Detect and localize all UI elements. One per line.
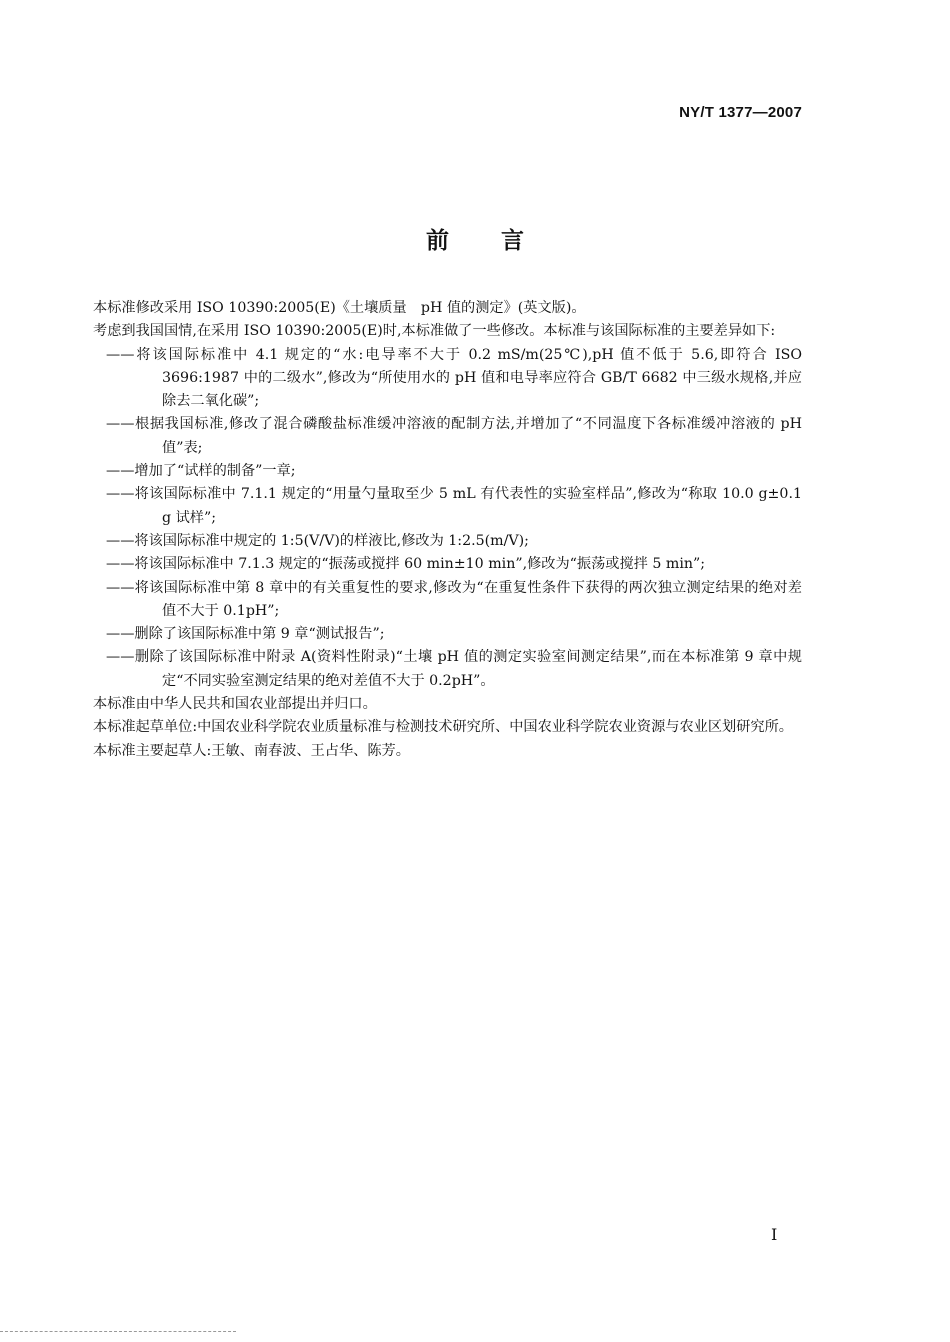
difference-item-water: ——将该国际标准中 4.1 规定的“水:电导率不大于 0.2 mS/m(25℃),pH 值不低于 5.6,即符合 ISO 3696:1987 中的二级水”,修改为“所使用水的 pH 值和电导率应符合 GB/T 6682 中三级水规格,并应除去二氧化碳”; — [106, 346, 802, 410]
proposer-paragraph: 本标准由中华人民共和国农业部提出并归口。 — [93, 696, 377, 713]
difference-item-ratio: ——将该国际标准中规定的 1:5(V/V)的样液比,修改为 1:2.5(m/V); — [106, 532, 529, 549]
intro-paragraph: 本标准修改采用 ISO 10390:2005(E)《土壤质量 pH 值的测定》(英文版)。 — [93, 300, 586, 316]
differences-intro-paragraph: 考虑到我国国情,在采用 ISO 10390:2005(E)时,本标准做了一些修改。本标准与该国际标准的主要差异如下: — [93, 323, 776, 340]
difference-item-repeatability: ——将该国际标准中第 8 章中的有关重复性的要求,修改为“在重复性条件下获得的两次独立测定结果的绝对差值不大于 0.1pH”; — [106, 579, 802, 619]
drafting-units-paragraph: 本标准起草单位:中国农业科学院农业质量标准与检测技术研究所、中国农业科学院农业资源与农业区划研究所。 — [93, 719, 793, 736]
drafters-paragraph: 本标准主要起草人:王敏、南春波、王占华、陈芳。 — [93, 742, 410, 759]
scan-edge-line — [0, 1331, 236, 1332]
difference-item-annex-a: ——删除了该国际标准中附录 A(资料性附录)“土壤 pH 值的测定实验室间测定结果”,而在本标准第 9 章中规定“不同实验室测定结果的绝对差值不大于 0.2pH”。 — [106, 649, 802, 689]
difference-item-sample-prep: ——增加了“试样的制备”一章; — [106, 463, 296, 480]
difference-item-test-report: ——删除了该国际标准中第 9 章“测试报告”; — [106, 626, 385, 643]
page-number: I — [771, 1225, 778, 1244]
difference-item-sample-mass: ——将该国际标准中 7.1.1 规定的“用量勺量取至少 5 mL 有代表性的实验室样品”,修改为“称取 10.0 g±0.1 g 试样”; — [106, 486, 802, 526]
page-title: 前言 — [426, 228, 576, 254]
difference-item-buffer: ——根据我国标准,修改了混合磷酸盐标准缓冲溶液的配制方法,并增加了“不同温度下各标准缓冲溶液的 pH 值”表; — [106, 416, 802, 456]
standard-code: NY/T 1377—2007 — [679, 104, 802, 121]
difference-item-shaking-time: ——将该国际标准中 7.1.3 规定的“振荡或搅拌 60 min±10 min”,修改为“振荡或搅拌 5 min”; — [106, 556, 706, 573]
foreword-body — [64, 297, 802, 763]
